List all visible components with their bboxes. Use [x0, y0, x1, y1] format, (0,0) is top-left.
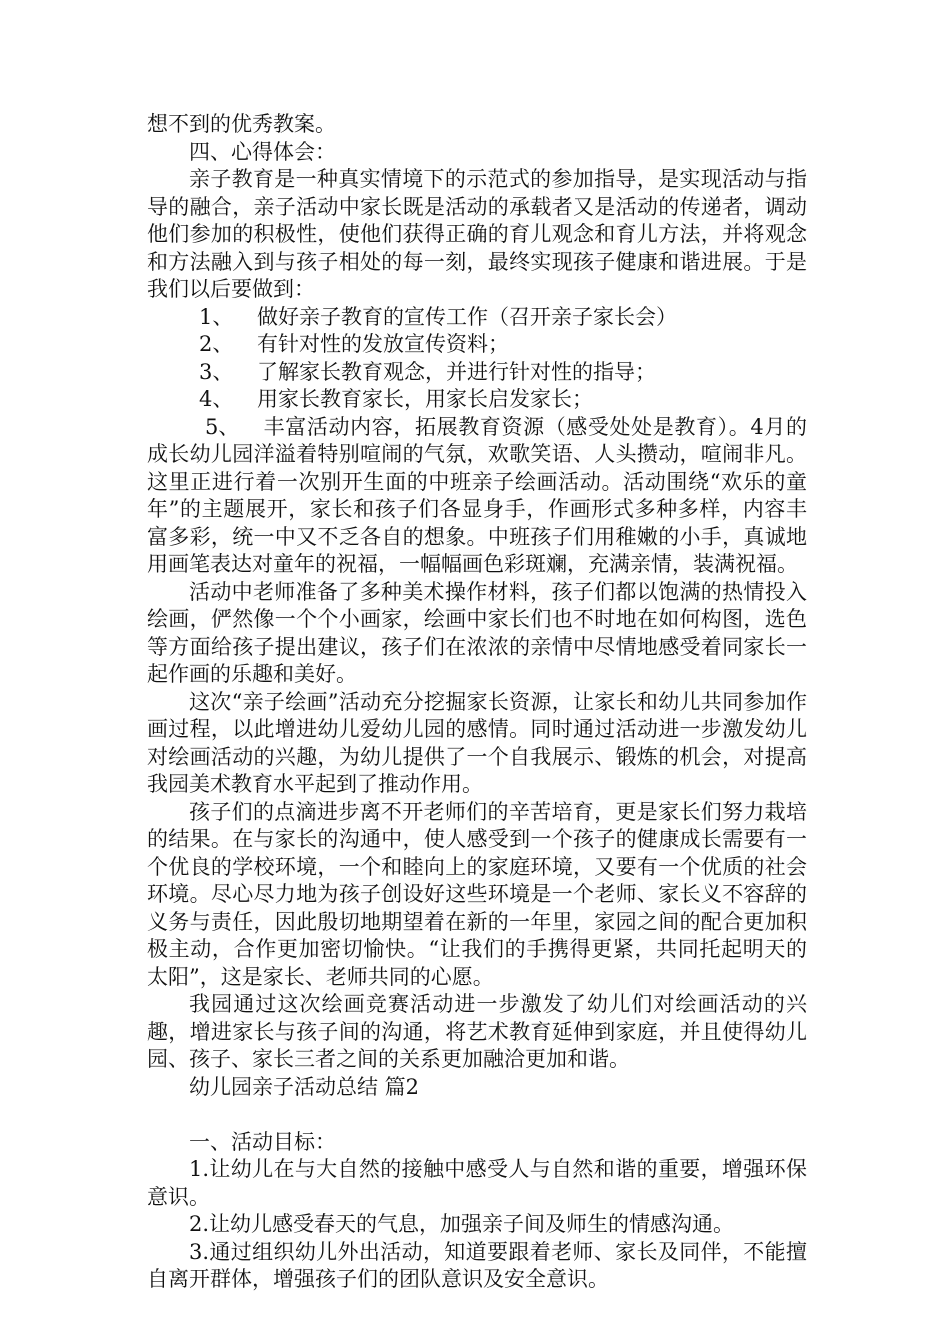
- list-item-number: 2、: [199, 332, 234, 356]
- goal-item-1: 1.让幼儿在与大自然的接触中感受人与自然和谐的重要，增强环保意识。: [147, 1157, 807, 1209]
- document-body: [147, 111, 807, 1294]
- section4-heading: 四、心得体会：: [189, 139, 336, 164]
- opening-line: 想不到的优秀教案。: [147, 112, 336, 136]
- blank-line: [147, 1101, 807, 1129]
- paragraph-resources: 这次“亲子绘画”活动充分挖掘家长资源，让家长和幼儿共同参加作画过程，以此增进幼儿爱幼儿园的感情。同时通过活动进一步激发幼儿对绘画活动的兴趣，为幼儿提供了一个自我展示、锻炼的机会，对提高我园美术教育水平起到了推动作用。: [147, 689, 807, 796]
- list-item-text: 做好亲子教育的宣传工作（召开亲子家长会）: [257, 304, 677, 329]
- paragraph-intro: 亲子教育是一种真实情境下的示范式的参加指导，是实现活动与指导的融合，亲子活动中家长既是活动的承载者又是活动的传递者，调动他们参加的积极性，使他们获得正确的育儿观念和育儿方法，并将观念和方法融入到与孩子相处的每一刻，最终实现孩子健康和谐进展。于是我们以后要做到：: [147, 167, 807, 301]
- list-item-5-paragraph: [147, 414, 807, 579]
- goal-item-3: 3.通过组织幼儿外出活动，知道要跟着老师、家长及同伴，不能擅自离开群体，增强孩子们的团队意识及安全意识。: [147, 1239, 807, 1291]
- list-item: [147, 359, 807, 387]
- goals-heading: 一、活动目标：: [189, 1129, 336, 1154]
- goal-item-2: 2.让幼儿感受春天的气息，加强亲子间及师生的情感沟通。: [189, 1212, 735, 1236]
- list-item-number: 1、: [199, 304, 234, 329]
- paragraph-materials: 活动中老师准备了多种美术操作材料，孩子们都以饱满的热情投入绘画，俨然像一个个小画家，绘画中家长们也不时地在如何构图，选色等方面给孩子提出建议，孩子们在浓浓的亲情中尽情地感受着同家长一起作画的乐趣和美好。: [147, 579, 807, 686]
- list-item-number: 4、: [199, 387, 234, 411]
- list-item-text: 有针对性的发放宣传资料；: [257, 332, 509, 356]
- section2-title: 幼儿园亲子活动总结 篇2: [189, 1074, 420, 1099]
- paragraph-conclusion: 我园通过这次绘画竞赛活动进一步激发了幼儿们对绘画活动的兴趣，增进家长与孩子间的沟通，将艺术教育延伸到家庭，并且使得幼儿园、孩子、家长三者之间的关系更加融洽更加和谐。: [147, 992, 807, 1071]
- list-item-text: 了解家长教育观念，并进行针对性的指导；: [257, 359, 656, 384]
- list-item-text: 用家长教育家长，用家长启发家长；: [257, 387, 593, 411]
- list-item-number: 3、: [199, 359, 234, 384]
- list-item-5-text: 丰富活动内容，拓展教育资源（感受处处是教育）。4月的成长幼儿园洋溢着特别喧闹的气氛，欢歌笑语、人头攒动，喧闹非凡。这里正进行着一次别开生面的中班亲子绘画活动。活动围绕“欢乐的童年”的主题展开，家长和孩子们各显身手，作画形式多种多样，内容丰富多彩，统一中又不乏各自的想象。中班孩子们用稚嫩的小手，真诚地用画笔表达对童年的祝福，一幅幅画色彩斑斓，充满亲情，装满祝福。: [147, 414, 807, 576]
- list-item: [147, 331, 807, 359]
- list-item: [147, 386, 807, 414]
- list-item-number: 5、: [205, 414, 240, 439]
- list-item: [147, 304, 807, 332]
- paragraph-progress: 孩子们的点滴进步离不开老师们的辛苦培育，更是家长们努力栽培的结果。在与家长的沟通中，使人感受到一个孩子的健康成长需要有一个优良的学校环境，一个和睦向上的家庭环境，又要有一个优质的社会环境。尽心尽力地为孩子创设好这些环境是一个老师、家长义不容辞的义务与责任，因此殷切地期望着在新的一年里，家园之间的配合更加积极主动，合作更加密切愉快。“让我们的手携得更紧，共同托起明天的太阳”，这是家长、老师共同的心愿。: [147, 799, 807, 989]
